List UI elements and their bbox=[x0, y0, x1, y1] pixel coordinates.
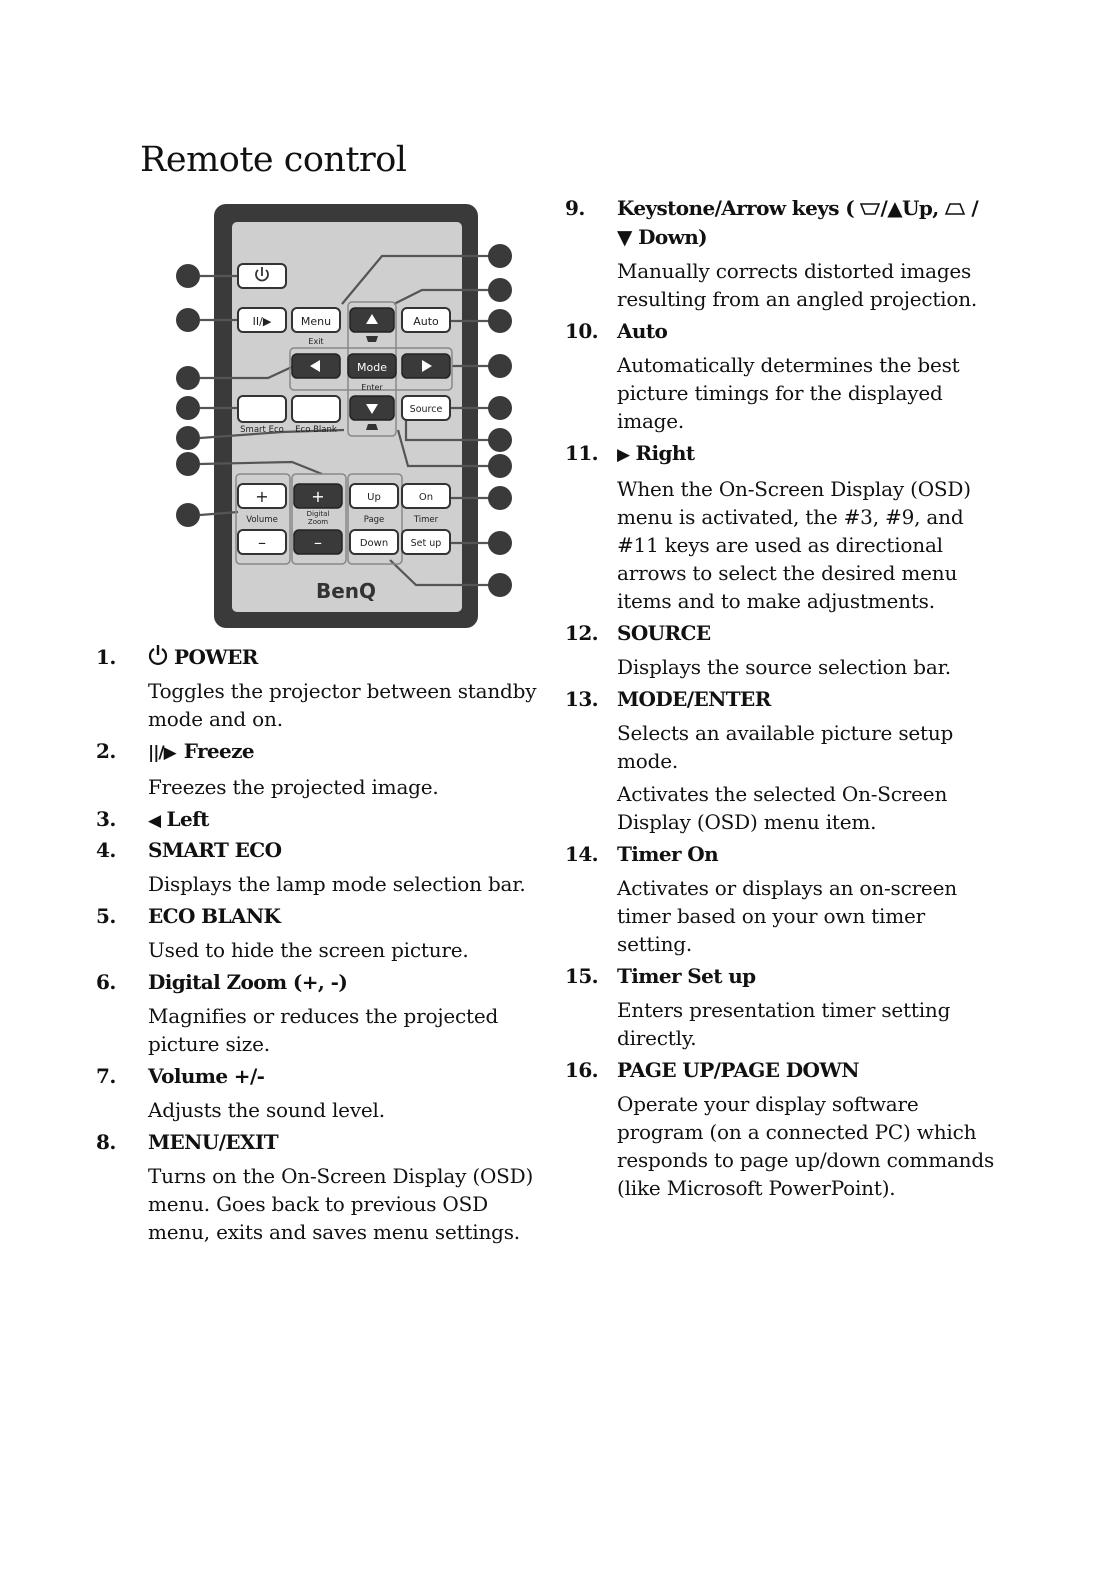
list-item bbox=[565, 194, 995, 313]
item-description: Activates the selected On-Screen Display (OSD) menu item. bbox=[617, 782, 948, 834]
item-number: 7. bbox=[96, 1064, 116, 1088]
list-item bbox=[96, 805, 556, 836]
page-down-button[interactable] bbox=[350, 530, 398, 554]
auto-button-label: Auto bbox=[413, 315, 439, 328]
list-item bbox=[96, 1062, 556, 1124]
item-label: POWER bbox=[174, 645, 258, 669]
volume-plus-label: + bbox=[255, 487, 269, 506]
slash-text: / bbox=[971, 196, 979, 220]
auto-button[interactable] bbox=[402, 308, 450, 332]
item-number: 3. bbox=[96, 807, 116, 831]
exit-label: Exit bbox=[308, 337, 324, 346]
list-item bbox=[565, 317, 995, 435]
item-label: Volume +/- bbox=[148, 1064, 265, 1088]
item-number: 4. bbox=[96, 838, 116, 862]
page-title: Remote control bbox=[140, 140, 407, 180]
list-item bbox=[96, 643, 556, 733]
list-item bbox=[565, 1056, 995, 1202]
volume-minus-label: – bbox=[258, 533, 266, 552]
item-label: Left bbox=[166, 807, 209, 831]
list-item bbox=[96, 836, 556, 898]
item-number: 12. bbox=[565, 621, 598, 645]
item-description: Selects an available picture setup mode. bbox=[617, 721, 954, 773]
left-column bbox=[96, 643, 556, 1250]
smart-eco-label: Smart Eco bbox=[240, 425, 284, 435]
freeze-button[interactable] bbox=[238, 308, 286, 332]
volume-up-button[interactable] bbox=[238, 484, 286, 508]
timer-setup-button[interactable] bbox=[402, 530, 450, 554]
item-label: SMART ECO bbox=[148, 838, 282, 862]
timer-setup-label: Set up bbox=[410, 538, 442, 549]
keystone-top-icon bbox=[860, 202, 880, 216]
item-number: 1. bbox=[96, 645, 116, 669]
keystone-bottom-icon bbox=[945, 202, 965, 216]
item-description: Magnifies or reduces the projected picture size. bbox=[148, 1004, 499, 1056]
timer-on-button[interactable] bbox=[402, 484, 450, 508]
left-arrow-icon: ◀ bbox=[148, 811, 161, 831]
item-label: Right bbox=[635, 441, 695, 465]
item-label: Auto bbox=[617, 319, 668, 343]
item-description: Toggles the projector between standby mode and on. bbox=[148, 679, 537, 731]
right-column bbox=[565, 194, 995, 1206]
item-number: 6. bbox=[96, 970, 116, 994]
item-number: 14. bbox=[565, 842, 598, 866]
item-label-up: ▲Up, bbox=[887, 196, 939, 220]
list-item bbox=[96, 968, 556, 1058]
benq-logo: BenQ bbox=[315, 579, 377, 603]
eco-blank-label: Eco Blank bbox=[295, 425, 337, 435]
item-number: 16. bbox=[565, 1058, 598, 1082]
item-description: Activates or displays an on-screen timer based on your own timer setting. bbox=[617, 876, 957, 956]
keystone-up-icon bbox=[366, 424, 378, 430]
item-number: 9. bbox=[565, 196, 585, 220]
item-label: PAGE UP/PAGE DOWN bbox=[617, 1058, 859, 1082]
mode-button-label: Mode bbox=[357, 361, 387, 374]
power-button[interactable] bbox=[238, 264, 286, 288]
item-label: Timer On bbox=[617, 842, 719, 866]
item-description: When the On-Screen Display (OSD) menu is activated, the #3, #9, and #11 keys are used as directional arrows to select the desired menu items and to make adjustments. bbox=[617, 477, 971, 613]
item-description: Used to hide the screen picture. bbox=[148, 938, 469, 962]
list-item bbox=[96, 737, 556, 801]
item-description: Automatically determines the best picture timings for the displayed image. bbox=[617, 353, 960, 433]
list-item bbox=[565, 685, 995, 836]
freeze-icon: ||/▶ bbox=[148, 743, 176, 763]
item-number: 10. bbox=[565, 319, 598, 343]
page-label: Page bbox=[363, 515, 385, 525]
list-item bbox=[565, 840, 995, 958]
remote-control-figure bbox=[172, 200, 520, 636]
digital-zoom-label-2: Zoom bbox=[307, 518, 329, 526]
item-label-down: ▼ Down) bbox=[617, 225, 708, 249]
slash-text: / bbox=[880, 196, 888, 220]
source-button-label: Source bbox=[409, 404, 443, 415]
enter-label: Enter bbox=[361, 383, 383, 392]
menu-button[interactable] bbox=[292, 308, 340, 332]
item-number: 15. bbox=[565, 964, 598, 988]
digital-zoom-label-1: Digital bbox=[306, 510, 330, 518]
zoom-out-button[interactable] bbox=[294, 530, 342, 554]
item-number: 8. bbox=[96, 1130, 116, 1154]
zoom-minus-label: – bbox=[314, 533, 322, 552]
item-label: ECO BLANK bbox=[148, 904, 281, 928]
volume-down-button[interactable] bbox=[238, 530, 286, 554]
right-arrow-icon: ▶ bbox=[617, 445, 630, 465]
eco-blank-button[interactable] bbox=[292, 396, 340, 422]
down-arrow-button[interactable] bbox=[350, 396, 394, 420]
item-label: Keystone/Arrow keys ( bbox=[617, 196, 855, 220]
list-item bbox=[565, 619, 995, 681]
left-arrow-button[interactable] bbox=[292, 354, 340, 378]
list-item bbox=[565, 439, 995, 615]
item-description: Manually corrects distorted images resulting from an angled projection. bbox=[617, 259, 978, 311]
item-number: 2. bbox=[96, 739, 116, 763]
page-up-label: Up bbox=[367, 492, 381, 503]
up-arrow-button[interactable] bbox=[350, 308, 394, 332]
freeze-button-label: II/▶ bbox=[252, 315, 272, 328]
timer-label: Timer bbox=[413, 515, 439, 525]
smart-eco-button[interactable] bbox=[238, 396, 286, 422]
item-description: Displays the lamp mode selection bar. bbox=[148, 872, 526, 896]
item-description: Freezes the projected image. bbox=[148, 775, 439, 799]
item-label: Timer Set up bbox=[617, 964, 756, 988]
item-label: MENU/EXIT bbox=[148, 1130, 279, 1154]
list-item bbox=[96, 1128, 556, 1246]
page-down-label: Down bbox=[359, 538, 389, 549]
item-label: Freeze bbox=[183, 739, 255, 763]
menu-button-label: Menu bbox=[300, 315, 332, 328]
volume-label: Volume bbox=[246, 515, 278, 525]
power-icon bbox=[148, 644, 168, 666]
list-item bbox=[565, 962, 995, 1052]
zoom-in-button[interactable] bbox=[294, 484, 342, 508]
item-description: Adjusts the sound level. bbox=[148, 1098, 385, 1122]
item-label: MODE/ENTER bbox=[617, 687, 771, 711]
zoom-plus-label: + bbox=[311, 487, 325, 506]
item-label: Digital Zoom (+, -) bbox=[148, 970, 348, 994]
keystone-down-icon bbox=[366, 336, 378, 342]
source-button[interactable] bbox=[402, 396, 450, 420]
timer-on-label: On bbox=[418, 492, 434, 503]
item-number: 5. bbox=[96, 904, 116, 928]
item-label: SOURCE bbox=[617, 621, 711, 645]
item-number: 11. bbox=[565, 441, 598, 465]
list-item bbox=[96, 902, 556, 964]
right-arrow-button[interactable] bbox=[402, 354, 450, 378]
item-description: Operate your display software program (on a connected PC) which responds to page up/down commands (like Microsoft PowerPoint). bbox=[617, 1092, 995, 1200]
item-description: Turns on the On-Screen Display (OSD) menu. Goes back to previous OSD menu, exits and saves menu settings. bbox=[148, 1164, 534, 1244]
item-description: Enters presentation timer setting directly. bbox=[617, 998, 951, 1050]
page-up-button[interactable] bbox=[350, 484, 398, 508]
item-description: Displays the source selection bar. bbox=[617, 655, 951, 679]
mode-button[interactable] bbox=[348, 354, 396, 378]
item-number: 13. bbox=[565, 687, 598, 711]
